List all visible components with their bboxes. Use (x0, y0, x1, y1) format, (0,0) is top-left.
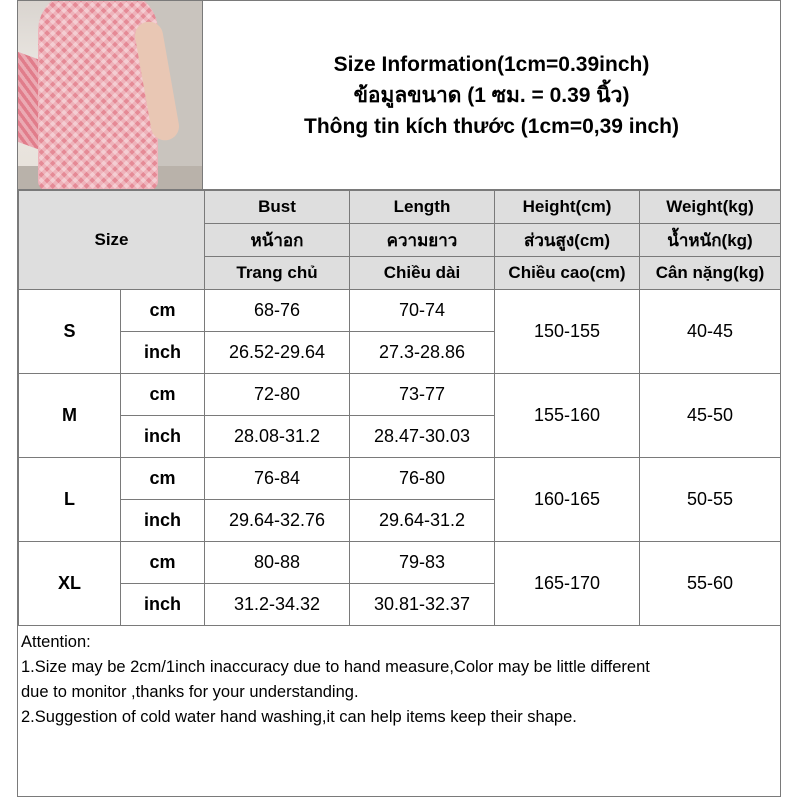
note-line-1: 1.Size may be 2cm/1inch inaccuracy due to hand measure,Color may be little different (21, 658, 650, 676)
weight-value: 50-55 (640, 458, 781, 542)
bust-inch: 31.2-34.32 (205, 584, 350, 626)
header-height: Height(cm) (495, 191, 640, 224)
weight-value: 45-50 (640, 374, 781, 458)
bust-cm: 80-88 (205, 542, 350, 584)
weight-value: 55-60 (640, 542, 781, 626)
length-inch: 29.64-31.2 (350, 500, 495, 542)
height-value: 150-155 (495, 290, 640, 374)
unit-inch: inch (121, 500, 205, 542)
size-label-m: M (19, 374, 121, 458)
length-cm: 76-80 (350, 458, 495, 500)
note-line-2: 2.Suggestion of cold water hand washing,it can help items keep their shape. (21, 708, 577, 726)
length-cm: 79-83 (350, 542, 495, 584)
title-line-vietnamese: Thông tin kích thước (1cm=0,39 inch) (304, 114, 679, 138)
bust-inch: 28.08-31.2 (205, 416, 350, 458)
unit-cm: cm (121, 290, 205, 332)
note-line-1b: due to monitor ,thanks for your understanding. (21, 683, 359, 701)
size-label-s: S (19, 290, 121, 374)
length-cm: 73-77 (350, 374, 495, 416)
table-row (19, 290, 781, 332)
bust-cm: 68-76 (205, 290, 350, 332)
header-weight: Weight(kg) (640, 191, 781, 224)
weight-value: 40-45 (640, 290, 781, 374)
length-inch: 30.81-32.37 (350, 584, 495, 626)
unit-inch: inch (121, 584, 205, 626)
header-length: Length (350, 191, 495, 224)
size-header: Size (19, 191, 205, 290)
length-inch: 27.3-28.86 (350, 332, 495, 374)
bust-inch: 29.64-32.76 (205, 500, 350, 542)
header-height-thai: ส่วนสูง(cm) (495, 224, 640, 257)
height-value: 155-160 (495, 374, 640, 458)
bust-cm: 76-84 (205, 458, 350, 500)
header-bust-vi: Trang chủ (205, 257, 350, 290)
table-row (19, 374, 781, 416)
header-bust: Bust (205, 191, 350, 224)
bust-cm: 72-80 (205, 374, 350, 416)
title-line-english: Size Information(1cm=0.39inch) (333, 52, 650, 76)
size-label-l: L (19, 458, 121, 542)
header-height-vi: Chiều cao(cm) (495, 257, 640, 290)
length-cm: 70-74 (350, 290, 495, 332)
header-weight-vi: Cân nặng(kg) (640, 257, 781, 290)
unit-cm: cm (121, 374, 205, 416)
height-value: 165-170 (495, 542, 640, 626)
header-weight-thai: น้ำหนัก(kg) (640, 224, 781, 257)
header-bust-thai: หน้าอก (205, 224, 350, 257)
table-row (19, 542, 781, 584)
table-row (19, 458, 781, 500)
title-line-thai: ข้อมูลขนาด (1 ซม. = 0.39 นิ้ว) (353, 83, 630, 107)
unit-inch: inch (121, 416, 205, 458)
size-info-title (203, 1, 780, 190)
notes-heading: Attention: (21, 633, 91, 651)
header-length-thai: ความยาว (350, 224, 495, 257)
attention-notes (21, 630, 779, 730)
bust-inch: 26.52-29.64 (205, 332, 350, 374)
size-label-xl: XL (19, 542, 121, 626)
unit-cm: cm (121, 458, 205, 500)
height-value: 160-165 (495, 458, 640, 542)
size-table (18, 190, 781, 626)
unit-cm: cm (121, 542, 205, 584)
unit-inch: inch (121, 332, 205, 374)
size-chart-frame (17, 0, 781, 797)
length-inch: 28.47-30.03 (350, 416, 495, 458)
product-photo (18, 1, 203, 190)
header-length-vi: Chiều dài (350, 257, 495, 290)
header-row-english (19, 191, 781, 224)
